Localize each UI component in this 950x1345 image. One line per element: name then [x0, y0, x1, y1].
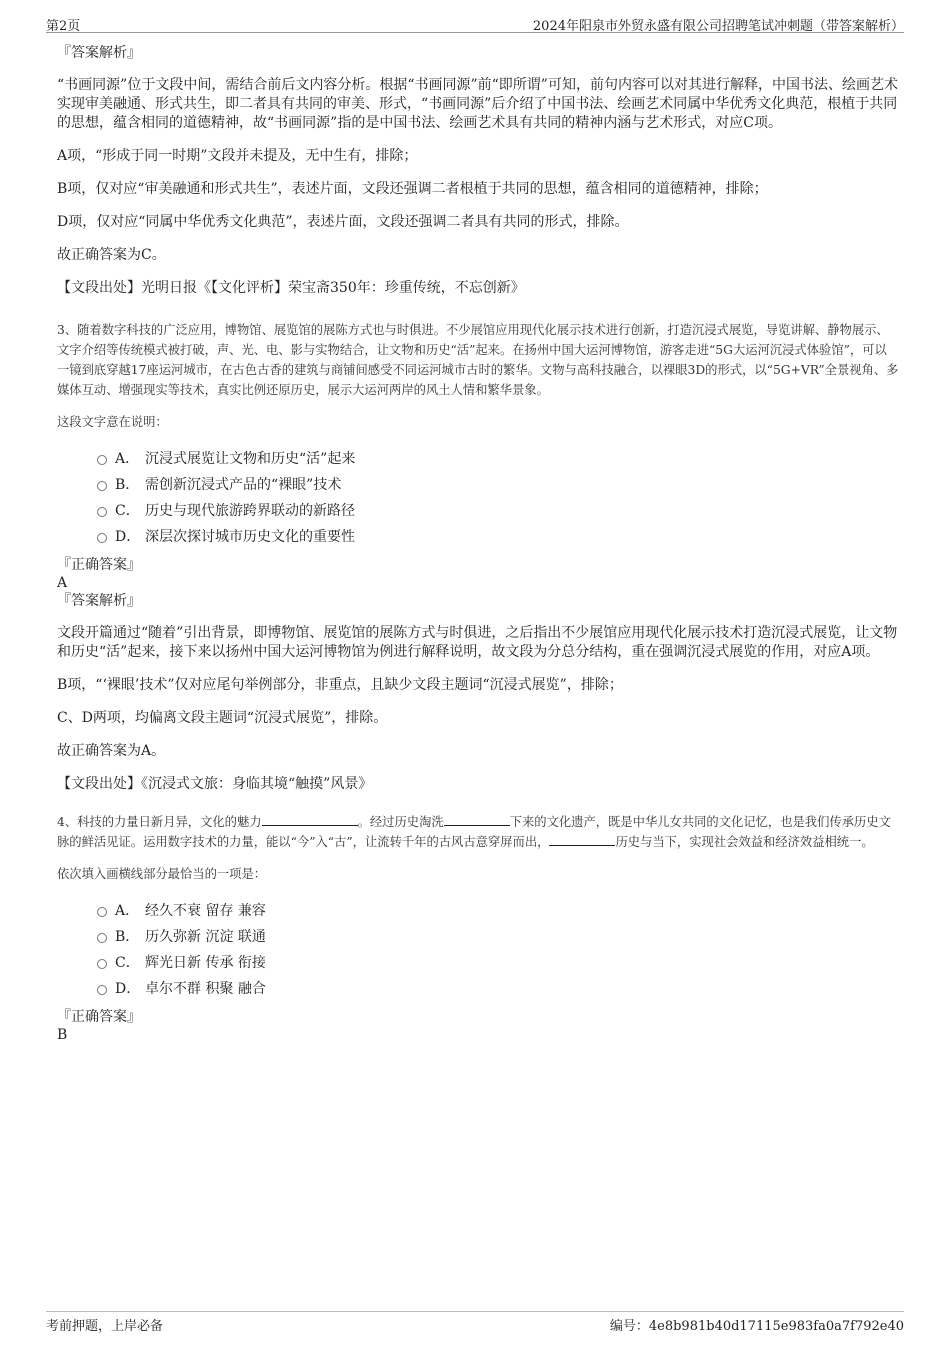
- q2-source: 【文段出处】光明日报《【文化评析】荣宝斋350年：珍重传统，不忘创新》: [57, 280, 525, 296]
- q3-analysis-paragraph: B项，“‘裸眼’技术”仅对应尾句举例部分，非重点，且缺少文段主题词“沉浸式展览”，排除；: [57, 677, 623, 693]
- q3-option-b[interactable]: B． 需创新沉浸式产品的“裸眼”技术: [97, 472, 899, 498]
- q4-answer-label: 『正确答案』: [57, 1009, 141, 1025]
- radio-icon[interactable]: [97, 959, 107, 969]
- radio-icon[interactable]: [97, 455, 107, 465]
- q4-option-c[interactable]: C． 辉光日新 传承 衔接: [97, 950, 899, 976]
- page-footer: [46, 1311, 904, 1336]
- q4-answer: B: [57, 1027, 68, 1043]
- q2-analysis-paragraph: A项，“形成于同一时期”文段并未提及，无中生有，排除；: [57, 148, 418, 164]
- document-title: 2024年阳泉市外贸永盛有限公司招聘笔试冲刺题（带答案解析）: [532, 19, 904, 34]
- q3-option-a[interactable]: A． 沉浸式展览让文物和历史“活”起来: [97, 446, 899, 472]
- radio-icon[interactable]: [97, 533, 107, 543]
- q4-stem: 4、科技的力量日新月异，文化的魅力 。经过历史淘洗 下来的文化遗产，既是中华儿女共同的文化记忆，也是我们传承历史文脉的鲜活见证。运用数字技术的力量，能以“今”入“古”，让流转千年的古风古意穿屏而出， 历史与当下，实现社会效益和经济效益相统一。: [57, 815, 891, 849]
- document-id: 编号：4e8b981b40d17115e983fa0a7f792e40: [609, 1319, 904, 1334]
- q2-analysis-label: 『答案解析』: [57, 45, 141, 61]
- fill-blank-1: [262, 813, 358, 826]
- q3-analysis-paragraph: C、D两项，均偏离文段主题词“沉浸式展览”，排除。: [57, 710, 388, 726]
- q3-options: [97, 446, 899, 550]
- q2-analysis-conclusion: 故正确答案为C。: [57, 247, 166, 263]
- q3-source: 【文段出处】《沉浸式文旅：身临其境“触摸”风景》: [57, 776, 373, 792]
- page-header: [46, 12, 904, 33]
- q4-prompt: 依次填入画横线部分最恰当的一项是：: [57, 867, 267, 881]
- page-number: 第2页: [46, 19, 81, 34]
- q3-stem: 3、随着数字科技的广泛应用，博物馆、展览馆的展陈方式也与时俱进。不少展馆应用现代化展示技术进行创新，打造沉浸式展览，导览讲解、静物展示、文字介绍等传统模式被打破，声、光、电、影与实物结合，让文物和历史“活”起来。在扬州中国大运河博物馆，游客走进“5G大运河沉浸式体验馆”，可以一镜到底穿越17座运河城市，在古色古香的建筑与商铺间感受不同运河城市古时的繁华。文物与高科技融合，以裸眼3D的形式，以“5G+VR”全景视角、多媒体互动、增强现实等技术，真实比例还原历史，展示大运河两岸的风土人情和繁华景象。: [57, 323, 899, 397]
- q3-analysis-conclusion: 故正确答案为A。: [57, 743, 166, 759]
- fill-blank-3: [549, 833, 615, 846]
- footer-slogan: 考前押题，上岸必备: [46, 1319, 164, 1334]
- q2-analysis-paragraph: D项，仅对应“同属中华优秀文化典范”，表述片面，文段还强调二者具有共同的形式，排除。: [57, 214, 629, 230]
- q2-analysis-paragraph: B项，仅对应“审美融通和形式共生”，表述片面，文段还强调二者根植于共同的思想，蕴含相同的道德精神，排除；: [57, 181, 768, 197]
- radio-icon[interactable]: [97, 507, 107, 517]
- fill-blank-2: [444, 813, 510, 826]
- q3-option-c[interactable]: C． 历史与现代旅游跨界联动的新路径: [97, 498, 899, 524]
- q4-option-b[interactable]: B． 历久弥新 沉淀 联通: [97, 924, 899, 950]
- radio-icon[interactable]: [97, 985, 107, 995]
- q3-option-d[interactable]: D． 深层次探讨城市历史文化的重要性: [97, 524, 899, 550]
- q4-option-a[interactable]: A． 经久不衰 留存 兼容: [97, 898, 899, 924]
- radio-icon[interactable]: [97, 481, 107, 491]
- q2-analysis-paragraph: “书画同源”位于文段中间，需结合前后文内容分析。根据“书画同源”前“即所谓”可知，前句内容可以对其进行解释，中国书法、绘画艺术实现审美融通、形式共生，即二者具有共同的审美、形式，“书画同源”后介绍了中国书法、绘画艺术同属中华优秀文化典范，根植于共同的思想，蕴含相同的道德精神，故“书画同源”指的是中国书法、绘画艺术具有共同的精神内涵与艺术形式，对应C项。: [57, 77, 898, 131]
- radio-icon[interactable]: [97, 933, 107, 943]
- radio-icon[interactable]: [97, 907, 107, 917]
- q4-option-d[interactable]: D． 卓尔不群 积聚 融合: [97, 976, 899, 1002]
- q3-answer: A: [57, 575, 68, 591]
- q3-answer-label: 『正确答案』: [57, 557, 141, 573]
- q3-analysis-paragraph: 文段开篇通过“随着”引出背景，即博物馆、展览馆的展陈方式与时俱进，之后指出不少展馆应用现代化展示技术打造沉浸式展览，让文物和历史“活”起来，接下来以扬州中国大运河博物馆为例进行解释说明，故文段为分总分结构，重在强调沉浸式展览的作用，对应A项。: [57, 625, 898, 660]
- q3-analysis-label: 『答案解析』: [57, 593, 141, 609]
- main-content: [57, 44, 899, 1044]
- q3-prompt: 这段文字意在说明：: [57, 415, 168, 429]
- q4-options: [97, 898, 899, 1002]
